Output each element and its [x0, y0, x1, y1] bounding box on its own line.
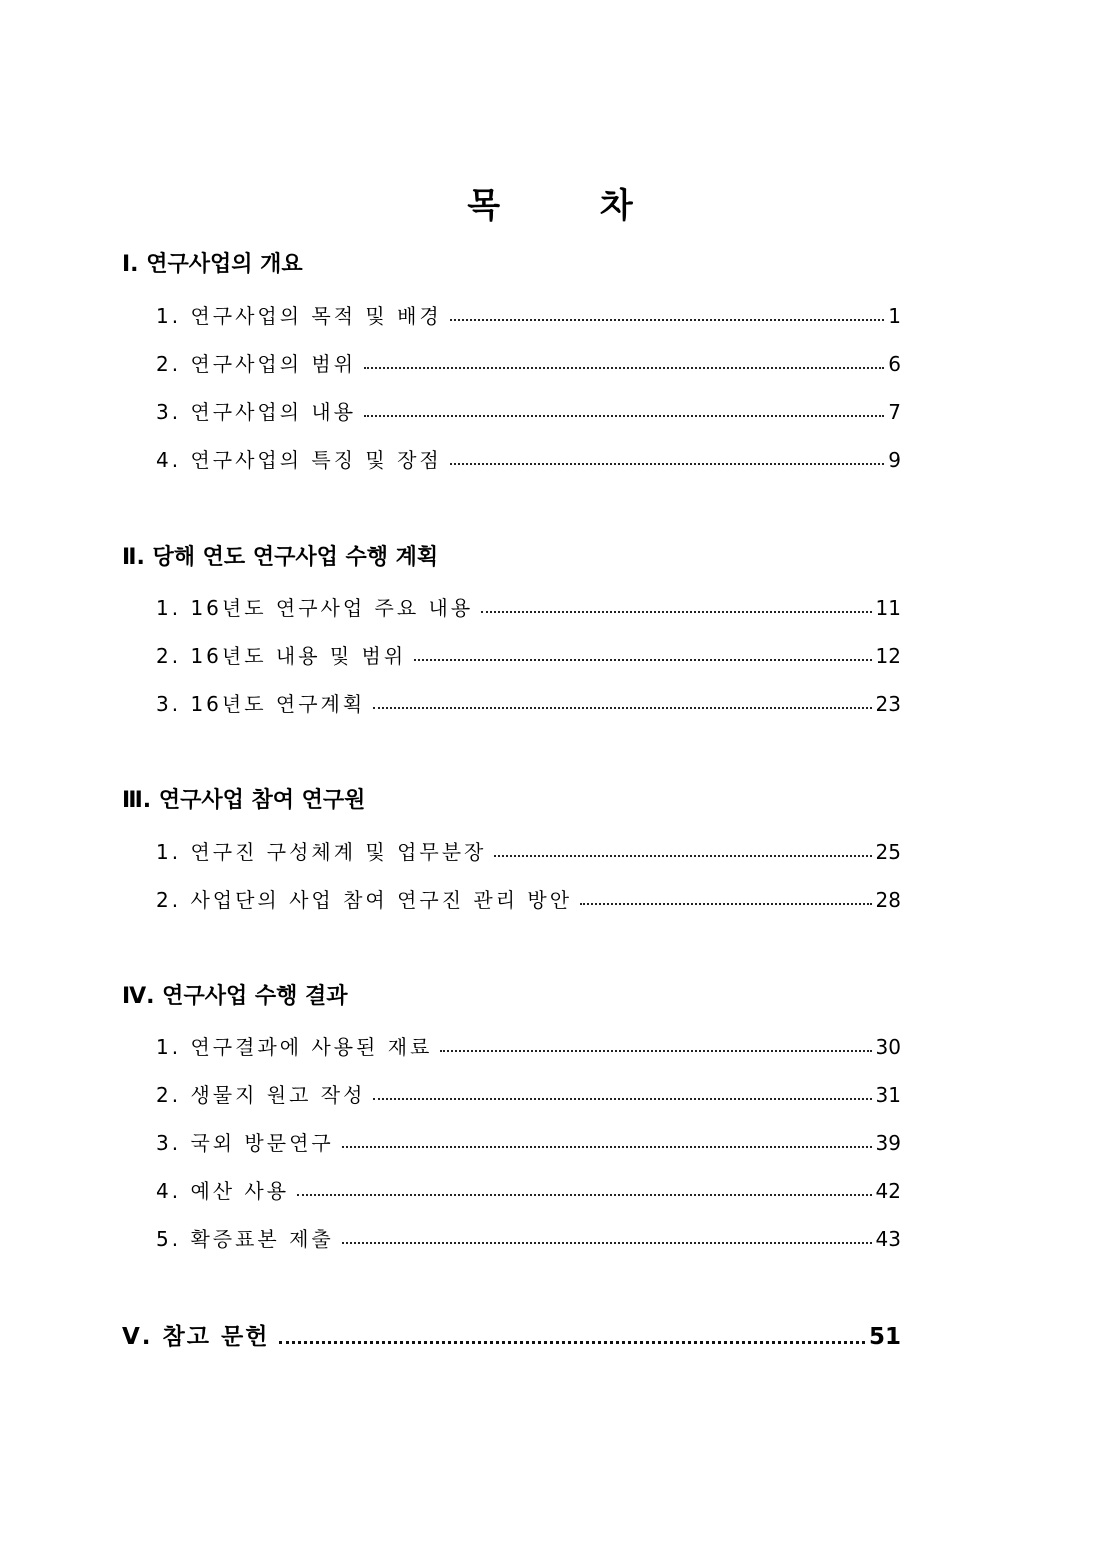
toc-entry[interactable]	[156, 397, 901, 427]
toc-entry-label: 1. 연구결과에 사용된 재료	[156, 1035, 433, 1059]
toc-entry[interactable]	[156, 1080, 901, 1110]
section-heading-3: Ⅲ. 연구사업 참여 연구원	[122, 788, 366, 813]
dot-leader	[450, 445, 885, 465]
toc-entry[interactable]	[156, 1032, 901, 1062]
toc-entry-label: 5. 확증표본 제출	[156, 1227, 334, 1251]
toc-entry-label: 2. 생물지 원고 작성	[156, 1083, 366, 1107]
toc-entry[interactable]	[156, 641, 901, 671]
section-heading-1: Ⅰ. 연구사업의 개요	[122, 252, 303, 277]
toc-entry[interactable]	[156, 445, 901, 475]
toc-page-number: 23	[875, 692, 901, 716]
section-heading-2: Ⅱ. 당해 연도 연구사업 수행 계획	[122, 545, 439, 570]
page-title: 목 차	[467, 186, 677, 226]
dot-leader	[279, 1323, 865, 1344]
toc-entry[interactable]	[156, 689, 901, 719]
toc-entry-label: 3. 연구사업의 내용	[156, 400, 357, 424]
section-heading-4: Ⅳ. 연구사업 수행 결과	[122, 984, 348, 1009]
toc-page-number: 11	[875, 596, 901, 620]
toc-entry-label: 2. 16년도 내용 및 범위	[156, 644, 407, 668]
toc-entry[interactable]	[156, 885, 901, 915]
toc-entry[interactable]	[156, 301, 901, 331]
toc-page-number: 25	[875, 840, 901, 864]
dot-leader	[580, 885, 872, 905]
dot-leader	[342, 1128, 872, 1148]
toc-page-number: 6	[888, 352, 901, 376]
toc-entry-label: 2. 사업단의 사업 참여 연구진 관리 방안	[156, 888, 573, 912]
toc-page-number: 1	[888, 304, 901, 328]
dot-leader	[481, 593, 871, 613]
toc-page-number: 31	[875, 1083, 901, 1107]
toc-page-number: 28	[875, 888, 901, 912]
dot-leader	[364, 349, 884, 369]
dot-leader	[414, 641, 871, 661]
toc-entry-label: 4. 연구사업의 특징 및 장점	[156, 448, 442, 472]
dot-leader	[373, 689, 871, 709]
toc-entry-label: 1. 연구사업의 목적 및 배경	[156, 304, 442, 328]
toc-entry[interactable]	[156, 1224, 901, 1254]
dot-leader	[450, 301, 885, 321]
dot-leader	[364, 397, 884, 417]
toc-page-number: 39	[875, 1131, 901, 1155]
toc-entry-label: 3. 16년도 연구계획	[156, 692, 366, 716]
toc-entry-label: 1. 연구진 구성체계 및 업무분장	[156, 840, 487, 864]
dot-leader	[373, 1080, 871, 1100]
toc-page-number: 30	[875, 1035, 901, 1059]
toc-entry[interactable]	[156, 1176, 901, 1206]
toc-page-number: 12	[875, 644, 901, 668]
toc-entry-label: 1. 16년도 연구사업 주요 내용	[156, 596, 474, 620]
dot-leader	[440, 1032, 871, 1052]
toc-page-number: 7	[888, 400, 901, 424]
toc-entry-label: 4. 예산 사용	[156, 1179, 290, 1203]
toc-page-number: 43	[875, 1227, 901, 1251]
dot-leader	[342, 1224, 872, 1244]
toc-entry[interactable]	[156, 837, 901, 867]
dot-leader	[297, 1176, 871, 1196]
toc-entry-label: 3. 국외 방문연구	[156, 1131, 334, 1155]
toc-page-number: 9	[888, 448, 901, 472]
toc-final-entry[interactable]	[122, 1321, 901, 1353]
toc-entry[interactable]	[156, 1128, 901, 1158]
toc-page-number: 42	[875, 1179, 901, 1203]
toc-entry[interactable]	[156, 349, 901, 379]
dot-leader	[494, 837, 871, 857]
toc-entry-label: 2. 연구사업의 범위	[156, 352, 357, 376]
toc-entry[interactable]	[156, 593, 901, 623]
toc-final-label: Ⅴ. 참고 문헌	[122, 1324, 270, 1350]
toc-final-page-number: 51	[868, 1324, 901, 1350]
